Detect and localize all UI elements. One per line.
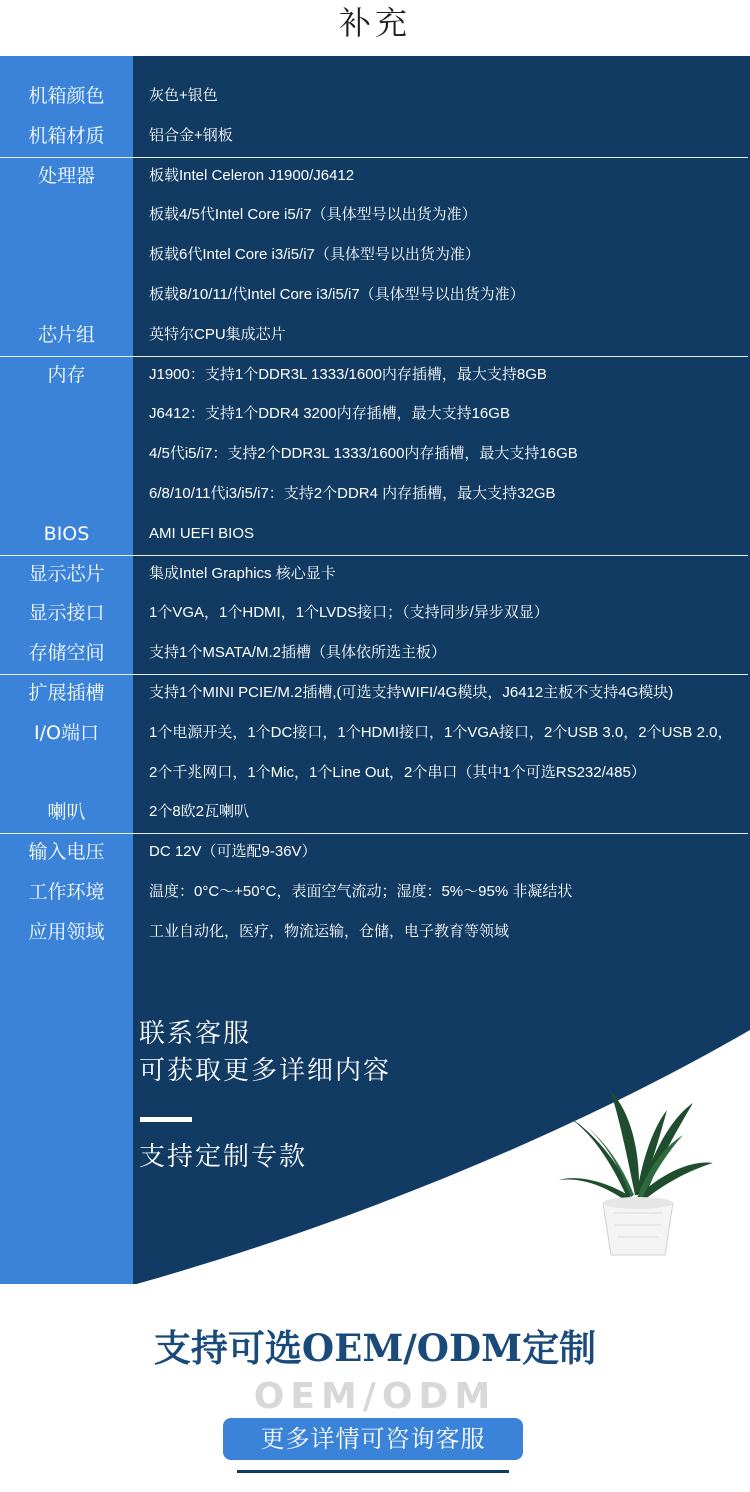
spec-row <box>0 792 750 832</box>
spec-row <box>0 554 750 594</box>
contact-service-text <box>139 1016 391 1090</box>
spec-row <box>0 76 750 116</box>
spec-label: 机箱材质 <box>28 124 105 147</box>
section-divider <box>0 833 748 834</box>
spec-row <box>0 713 750 753</box>
spec-row <box>0 315 750 355</box>
spec-row <box>0 235 750 275</box>
contact-line-1: 联系客服 <box>139 1019 252 1049</box>
spec-label: 显示接口 <box>28 602 105 625</box>
spec-row <box>0 275 750 315</box>
spec-label: 扩展插槽 <box>28 681 105 704</box>
spec-label: 处理器 <box>37 164 95 187</box>
spec-row <box>0 434 750 474</box>
spec-value: 板载8/10/11/代Intel Core i3/i5/i7（具体型号以出货为准） <box>149 285 525 303</box>
contact-line-2: 可获取更多详细内容 <box>139 1056 392 1086</box>
section-divider <box>0 674 748 675</box>
spec-value: 板载Intel Celeron J1900/J6412 <box>149 166 355 184</box>
spec-value: DC 12V（可选配9-36V） <box>149 843 317 861</box>
custom-support-text: 支持定制专款 <box>139 1142 308 1172</box>
spec-value: 1个VGA，1个HDMI，1个LVDS接口；（支持同步/异步双显） <box>149 604 549 622</box>
spec-value: J6412：支持1个DDR4 3200内存插槽，最大支持16GB <box>149 405 510 423</box>
spec-value: 1个电源开关，1个DC接口，1个HDMI接口，1个VGA接口，2个USB 3.0，2个USB 2.0， <box>149 723 733 741</box>
spec-label: 芯片组 <box>37 323 95 346</box>
section-divider <box>0 356 748 357</box>
spec-row <box>0 195 750 235</box>
spec-value: J1900：支持1个DDR3L 1333/1600内存插槽，最大支持8GB <box>149 365 547 383</box>
spec-row <box>0 872 750 912</box>
spec-row <box>0 673 750 713</box>
spec-value: 温度：0°C～+50°C，表面空气流动；湿度：5%～95% 非凝结状 <box>149 882 573 900</box>
spec-value: 灰色+银色 <box>149 87 218 104</box>
spec-row <box>0 394 750 434</box>
contact-underline <box>140 1117 192 1122</box>
spec-label: 输入电压 <box>28 841 105 864</box>
oem-odm-title: 支持可选OEM/ODM定制 <box>153 1326 597 1370</box>
spec-value: 4/5代i5/i7：支持2个DDR3L 1333/1600内存插槽，最大支持16GB <box>149 445 578 463</box>
spec-row <box>0 912 750 952</box>
spec-row <box>0 633 750 673</box>
section-divider <box>0 555 748 556</box>
spec-row <box>0 593 750 633</box>
consult-service-button[interactable]: 更多详情可咨询客服 <box>223 1418 523 1460</box>
spec-value: 工业自动化，医疗，物流运输，仓储，电子教育等领域 <box>149 922 510 940</box>
spec-row <box>0 753 750 793</box>
oem-odm-watermark: OEM/ODM <box>253 1376 497 1417</box>
spec-value: AMI UEFI BIOS <box>149 524 255 542</box>
spec-label: 存储空间 <box>28 642 105 665</box>
spec-row <box>0 514 750 554</box>
spec-label: 工作环境 <box>28 880 105 903</box>
spec-value: 支持1个MSATA/M.2插槽（具体依所选主板） <box>149 644 446 662</box>
spec-row <box>0 355 750 395</box>
spec-value: 英特尔CPU集成芯片 <box>149 325 286 343</box>
spec-value: 板载4/5代Intel Core i5/i7（具体型号以出货为准） <box>149 206 477 224</box>
spec-value: 2个千兆网口，1个Mic，1个Line Out，2个串口（其中1个可选RS232/485） <box>149 763 646 781</box>
spec-label: 显示芯片 <box>28 562 105 585</box>
spec-row <box>0 474 750 514</box>
spec-value: 铝合金+钢板 <box>149 126 233 144</box>
spec-value: 集成Intel Graphics 核心显卡 <box>149 564 336 582</box>
section-divider <box>0 157 748 158</box>
spec-row <box>0 116 750 156</box>
spec-row <box>0 156 750 196</box>
spec-label: 内存 <box>47 363 86 386</box>
spec-value: 6/8/10/11代i3/i5/i7：支持2个DDR4 内存插槽，最大支持32GB <box>149 484 556 502</box>
spec-value: 板载6代Intel Core i3/i5/i7（具体型号以出货为准） <box>149 246 480 264</box>
spec-value: 支持1个MINI PCIE/M.2插槽,(可选支持WIFI/4G模块，J6412主板不支持4G模块) <box>149 683 674 701</box>
page-title: 补充 <box>0 0 750 56</box>
spec-label: BIOS <box>43 522 90 545</box>
bottom-rule <box>237 1470 509 1473</box>
spec-row <box>0 832 750 872</box>
spec-label: 喇叭 <box>47 801 86 824</box>
spec-table <box>0 76 750 952</box>
spec-value: 2个8欧2瓦喇叭 <box>149 803 250 821</box>
potted-plant-icon <box>555 1085 715 1260</box>
spec-label: 应用领域 <box>28 920 105 943</box>
spec-label: 机箱颜色 <box>28 85 105 107</box>
spec-label: I/O端口 <box>34 721 99 744</box>
